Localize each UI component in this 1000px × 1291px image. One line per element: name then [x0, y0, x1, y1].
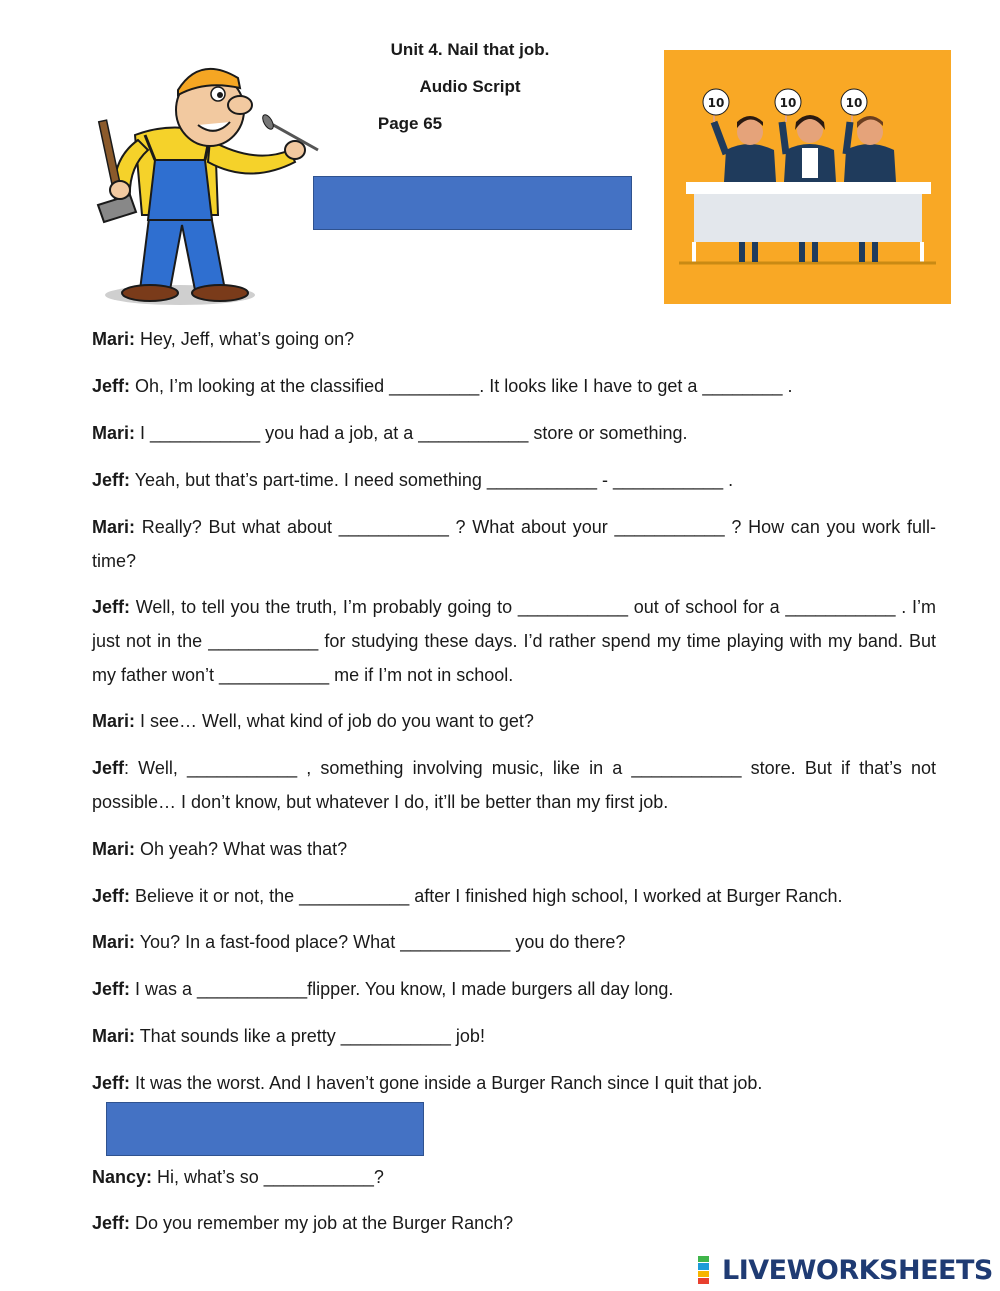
score-card-3: 10 [845, 96, 863, 110]
line-text: out of school for a [627, 597, 786, 617]
line-text: flipper. You know, I made burgers all day long. [307, 979, 674, 999]
worksheet-title: Unit 4. Nail that job. [390, 40, 550, 59]
line-text: That sounds like a pretty [135, 1026, 341, 1046]
line-text: Believe it or not, the [130, 886, 300, 906]
line-text: I was a [130, 979, 198, 999]
speaker-name: Jeff [92, 758, 125, 778]
line-text: you do there? [510, 932, 626, 952]
line-text: me if I’m not in school. [329, 665, 514, 685]
worksheet-subtitle: Audio Script [419, 77, 521, 96]
speaker-name: Mari: [92, 839, 136, 859]
line-text: job! [450, 1026, 485, 1046]
line-text: You? In a fast-food place? What [135, 932, 401, 952]
blank-field[interactable]: ___________ [338, 517, 449, 537]
dialogue-line [92, 879, 936, 913]
judges-illustration [664, 50, 951, 304]
blank-field[interactable]: ___________ [631, 758, 742, 778]
dialogue-line [92, 590, 936, 692]
line-text: I see… Well, what kind of job do you want to get? [135, 711, 534, 731]
dialogue-line [92, 322, 936, 356]
line-text: , something involving music, like in a [297, 758, 632, 778]
speaker-name: Jeff: [92, 979, 131, 999]
dialogue-line [92, 751, 936, 819]
line-text: . [782, 376, 793, 396]
line-text: Hi, what’s so [152, 1167, 264, 1187]
speaker-name: Jeff: [92, 1213, 131, 1233]
line-text: Oh yeah? What was that? [135, 839, 348, 859]
answer-box-bottom[interactable] [106, 1102, 424, 1156]
blank-field[interactable]: ___________ [400, 932, 511, 952]
speaker-name: Nancy: [92, 1167, 153, 1187]
dialogue-line [92, 416, 936, 450]
logo-mark-icon [698, 1256, 720, 1284]
line-text: ? What about your [448, 517, 615, 537]
line-text: for studying these days. I’d rather spend my time playing with my band. But my father won’t [92, 631, 936, 685]
speaker-name: Mari: [92, 1026, 136, 1046]
blank-field[interactable]: ___________ [150, 423, 261, 443]
line-text: - [597, 470, 614, 490]
line-text: Hey, Jeff, what’s going on? [135, 329, 355, 349]
blank-field[interactable]: ___________ [197, 979, 308, 999]
line-text: I [135, 423, 151, 443]
line-text: store or something. [528, 423, 688, 443]
line-text: . It looks like I have to get a [479, 376, 703, 396]
dialogue-line [92, 1206, 936, 1240]
line-text: ? How can you work full-time? [92, 517, 937, 571]
line-text: Really? But what about [135, 517, 339, 537]
blank-field[interactable]: ___________ [263, 1167, 374, 1187]
score-card-1: 10 [707, 96, 725, 110]
dialogue-line [92, 972, 936, 1006]
dialogue-line [92, 510, 936, 578]
blank-field[interactable]: ___________ [613, 470, 724, 490]
line-text: after I finished high school, I worked at Burger Ranch. [409, 886, 843, 906]
line-text: It was the worst. And I haven’t gone inside a Burger Ranch since I quit that job. [130, 1073, 763, 1093]
blank-field[interactable]: ___________ [299, 886, 410, 906]
speaker-name: Mari: [92, 517, 136, 537]
logo-text: LIVEWORKSHEETS [722, 1254, 993, 1286]
speaker-name: Mari: [92, 711, 136, 731]
dialogue-line [92, 925, 936, 959]
blank-field[interactable]: ___________ [340, 1026, 451, 1046]
page-number: Page 65 [377, 114, 443, 133]
dialogue-line [92, 832, 936, 866]
blank-field[interactable]: ___________ [186, 758, 298, 778]
line-text: store. But if that’s not possible… I don’t know, but whatever I do, it’ll be better than my first job. [92, 758, 936, 812]
line-text: Well, to tell you the truth, I’m probably going to [130, 597, 518, 617]
blank-field[interactable]: ________ [702, 376, 783, 396]
liveworksheets-logo [698, 1255, 993, 1285]
worker-hammer-illustration [90, 50, 330, 310]
blank-field[interactable]: ___________ [418, 423, 529, 443]
speaker-name: Jeff: [92, 886, 131, 906]
speaker-name: Mari: [92, 932, 136, 952]
score-card-2: 10 [779, 96, 797, 110]
line-text: you had a job, at a [260, 423, 419, 443]
blank-field[interactable]: ___________ [614, 517, 725, 537]
line-text: Oh, I’m looking at the classified [130, 376, 390, 396]
answer-box-top[interactable] [313, 176, 632, 230]
dialogue-line [92, 1160, 936, 1194]
speaker-name: Jeff: [92, 1073, 131, 1093]
line-text: Yeah, but that’s part-time. I need something [130, 470, 487, 490]
blank-field[interactable]: _________ [389, 376, 480, 396]
line-text: . I’m just not in the [92, 597, 936, 651]
dialogue-line [92, 369, 936, 403]
line-text: . [723, 470, 734, 490]
speaker-name: Jeff: [92, 470, 131, 490]
speaker-name: Jeff: [92, 597, 131, 617]
blank-field[interactable]: ___________ [785, 597, 896, 617]
dialogue-line [92, 1019, 936, 1053]
blank-field[interactable]: ___________ [517, 597, 628, 617]
speaker-name: Mari: [92, 423, 136, 443]
blank-field[interactable]: ___________ [219, 665, 330, 685]
line-text: ? [373, 1167, 384, 1187]
dialogue-line [92, 704, 936, 738]
speaker-name: Mari: [92, 329, 136, 349]
dialogue-line [92, 1066, 936, 1100]
blank-field[interactable]: ___________ [486, 470, 598, 490]
speaker-name: Jeff: [92, 376, 131, 396]
blank-field[interactable]: ___________ [208, 631, 319, 651]
line-text: Do you remember my job at the Burger Ranch? [130, 1213, 514, 1233]
line-text: : Well, [124, 758, 187, 778]
dialogue-line [92, 463, 936, 497]
